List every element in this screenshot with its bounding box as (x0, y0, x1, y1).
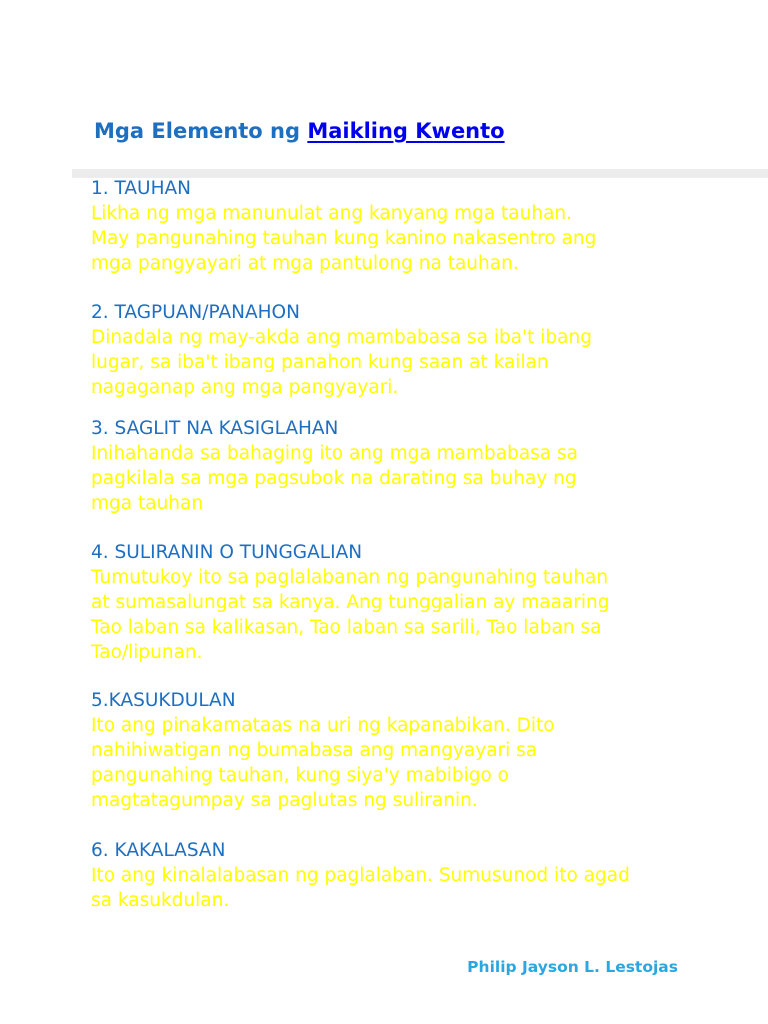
section-text-line: lugar, sa iba't ibang panahon kung saan at kailan (91, 352, 549, 373)
section-heading: 5.KASUKDULAN (91, 690, 236, 711)
section-text-line: Inihahanda sa bahaging ito ang mga mambabasa sa (91, 443, 578, 464)
document-title (94, 116, 505, 146)
title-prefix: Mga Elemento ng (94, 119, 308, 143)
section-text-line: pagkilala sa mga pagsubok na darating sa buhay ng (91, 468, 577, 489)
section-heading: 1. TAUHAN (91, 178, 191, 199)
section-text-line: sa kasukdulan. (91, 890, 230, 911)
section-text-line: pangunahing tauhan, kung siya'y mabibigo o (91, 765, 509, 786)
section-heading: 2. TAGPUAN/PANAHON (91, 302, 300, 323)
section-kasukdulan (91, 688, 761, 813)
section-saglit-na-kasiglahan (91, 416, 761, 516)
section-text-line: Ito ang pinakamataas na uri ng kapanabikan. Dito (91, 715, 555, 736)
section-text-line: nahihiwatigan ng bumabasa ang mangyayari sa (91, 740, 538, 761)
section-text-line: nagaganap ang mga pangyayari. (91, 377, 399, 398)
section-kakalasan (91, 838, 761, 913)
section-tauhan (91, 176, 761, 276)
maikling-kwento-link[interactable]: Maikling Kwento (307, 119, 505, 143)
section-suliranin (91, 540, 761, 665)
section-heading: 4. SULIRANIN O TUNGGALIAN (91, 542, 363, 563)
section-text-line: Tumutukoy ito sa paglalabanan ng pangunahing tauhan (91, 567, 609, 588)
section-text-line: Tao laban sa kalikasan, Tao laban sa sarili, Tao laban sa (91, 617, 602, 638)
section-heading: 3. SAGLIT NA KASIGLAHAN (91, 418, 339, 439)
section-text-line: at sumasalungat sa kanya. Ang tunggalian ay maaaring (91, 592, 610, 613)
section-text-line: Likha ng mga manunulat ang kanyang mga tauhan. (91, 203, 573, 224)
section-tagpuan (91, 300, 761, 400)
section-text-line: mga pangyayari at mga pantulong na tauhan. (91, 253, 519, 274)
section-text-line: mga tauhan (91, 493, 204, 514)
section-text-line: Tao/lipunan. (91, 642, 203, 663)
section-text-line: May pangunahing tauhan kung kanino nakasentro ang (91, 228, 597, 249)
section-text-line: Dinadala ng may-akda ang mambabasa sa iba't ibang (91, 327, 592, 348)
section-heading: 6. KAKALASAN (91, 840, 226, 861)
author-name: Philip Jayson L. Lestojas (467, 958, 678, 976)
section-text-line: Ito ang kinalalabasan ng paglalaban. Sumusunod ito agad (91, 865, 630, 886)
section-text-line: magtatagumpay sa paglutas ng suliranin. (91, 790, 478, 811)
